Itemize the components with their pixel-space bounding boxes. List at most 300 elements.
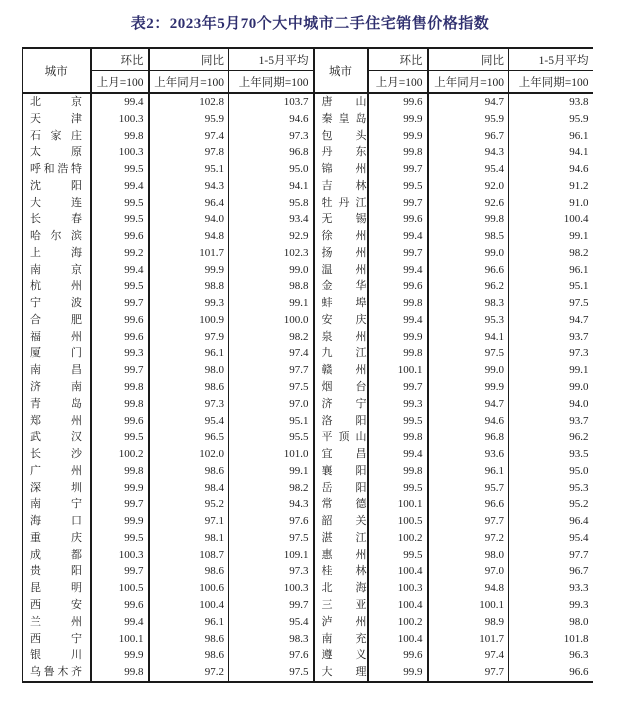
yoy-cell: 101.7 <box>428 631 509 648</box>
mom-cell: 100.3 <box>91 111 149 128</box>
yoy-cell: 98.6 <box>149 647 229 664</box>
mom-cell: 99.8 <box>91 463 149 480</box>
mom-cell: 99.5 <box>91 278 149 295</box>
avg-cell: 97.6 <box>229 513 314 530</box>
yoy-cell: 94.3 <box>428 144 509 161</box>
city-name: 惠 州 <box>321 548 367 561</box>
city-name: 长 沙 <box>30 448 82 461</box>
table-row <box>23 413 593 430</box>
mom-cell: 99.5 <box>91 530 149 547</box>
mom-cell: 99.6 <box>91 597 149 614</box>
avg-cell: 100.0 <box>229 312 314 329</box>
city-cell <box>314 144 368 161</box>
yoy-cell: 94.0 <box>149 211 229 228</box>
table-row <box>23 563 593 580</box>
city-name: 昆 明 <box>30 582 82 595</box>
city-cell <box>314 245 368 262</box>
avg-cell: 97.3 <box>229 128 314 145</box>
city-cell <box>314 631 368 648</box>
yoy-cell: 95.4 <box>149 413 229 430</box>
yoy-cell: 95.7 <box>428 480 509 497</box>
city-name: 蚌 埠 <box>321 297 367 310</box>
avg-cell: 103.7 <box>229 93 314 111</box>
avg-cell: 97.6 <box>229 647 314 664</box>
city-cell <box>314 312 368 329</box>
city-cell <box>23 563 91 580</box>
header-yoy-left: 同比 <box>149 48 229 71</box>
price-index-table <box>22 47 593 683</box>
table-row <box>23 631 593 648</box>
mom-cell: 100.2 <box>368 530 428 547</box>
table-row <box>23 396 593 413</box>
mom-cell: 99.3 <box>368 396 428 413</box>
city-cell <box>23 362 91 379</box>
city-cell <box>23 580 91 597</box>
city-name: 九 江 <box>321 347 367 360</box>
city-name: 平 顶 山 <box>321 431 367 444</box>
city-cell <box>314 195 368 212</box>
city-name: 锦 州 <box>321 163 367 176</box>
yoy-cell: 98.6 <box>149 631 229 648</box>
avg-cell: 99.0 <box>229 262 314 279</box>
city-cell <box>23 631 91 648</box>
city-name: 天 津 <box>30 112 82 125</box>
yoy-cell: 96.1 <box>428 463 509 480</box>
mom-cell: 99.5 <box>91 161 149 178</box>
yoy-cell: 95.2 <box>149 496 229 513</box>
city-name: 哈 尔 滨 <box>30 230 82 243</box>
yoy-cell: 95.1 <box>149 161 229 178</box>
city-name: 赣 州 <box>321 364 367 377</box>
mom-cell: 100.3 <box>368 580 428 597</box>
city-cell <box>23 144 91 161</box>
mom-cell: 99.7 <box>91 496 149 513</box>
mom-cell: 99.5 <box>91 211 149 228</box>
yoy-cell: 96.8 <box>428 429 509 446</box>
yoy-cell: 98.3 <box>428 295 509 312</box>
avg-cell: 95.9 <box>569 112 589 125</box>
avg-cell: 96.6 <box>569 666 589 679</box>
avg-cell: 99.7 <box>229 597 314 614</box>
avg-cell: 95.1 <box>229 413 314 430</box>
yoy-cell: 97.7 <box>428 664 509 682</box>
table-row <box>23 245 593 262</box>
table-row <box>23 580 593 597</box>
mom-cell: 99.6 <box>368 211 428 228</box>
city-name: 上 海 <box>30 246 82 259</box>
yoy-cell: 97.2 <box>428 530 509 547</box>
avg-cell: 97.7 <box>229 362 314 379</box>
city-cell <box>23 93 91 111</box>
yoy-cell: 93.6 <box>428 446 509 463</box>
avg-cell: 95.2 <box>569 498 589 511</box>
city-name: 烟 台 <box>321 381 367 394</box>
yoy-cell: 97.5 <box>428 345 509 362</box>
city-cell <box>314 446 368 463</box>
yoy-cell: 98.9 <box>428 614 509 631</box>
avg-cell: 97.5 <box>229 664 314 682</box>
yoy-cell: 99.0 <box>428 245 509 262</box>
city-cell <box>23 597 91 614</box>
city-name: 厦 门 <box>30 347 82 360</box>
avg-cell: 109.1 <box>229 547 314 564</box>
avg-cell: 96.1 <box>569 129 589 142</box>
avg-cell: 97.7 <box>569 548 589 561</box>
yoy-cell: 98.8 <box>149 278 229 295</box>
avg-cell: 94.1 <box>229 178 314 195</box>
city-cell <box>314 128 368 145</box>
yoy-cell: 98.4 <box>149 480 229 497</box>
city-cell <box>314 228 368 245</box>
city-name: 南 充 <box>321 632 367 645</box>
city-name: 成 都 <box>30 548 82 561</box>
avg-cell: 101.0 <box>229 446 314 463</box>
mom-cell: 99.9 <box>368 128 428 145</box>
city-cell <box>314 563 368 580</box>
mom-cell: 99.5 <box>368 413 428 430</box>
city-cell <box>314 463 368 480</box>
mom-cell: 99.6 <box>368 647 428 664</box>
table-row <box>23 128 593 145</box>
city-name: 杭 州 <box>30 280 82 293</box>
city-cell <box>314 211 368 228</box>
avg-cell: 102.3 <box>229 245 314 262</box>
yoy-cell: 95.4 <box>428 161 509 178</box>
mom-cell: 99.5 <box>91 429 149 446</box>
table-row <box>23 446 593 463</box>
city-name: 襄 阳 <box>321 464 367 477</box>
header-yoy-right: 同比 <box>428 48 509 71</box>
avg-cell: 98.3 <box>229 631 314 648</box>
city-name: 银 川 <box>30 649 82 662</box>
avg-cell: 96.1 <box>569 263 589 276</box>
avg-cell: 98.8 <box>229 278 314 295</box>
header-avg-left: 1-5月平均 <box>229 48 314 71</box>
city-cell <box>314 362 368 379</box>
table-body <box>23 93 593 682</box>
header-avg-base-right: 上年同期=100 <box>509 71 593 94</box>
city-name: 郑 州 <box>30 414 82 427</box>
yoy-cell: 99.3 <box>149 295 229 312</box>
city-name: 洛 阳 <box>321 414 367 427</box>
city-name: 丹 东 <box>321 146 367 159</box>
city-cell <box>23 647 91 664</box>
avg-cell: 96.7 <box>569 565 589 578</box>
avg-cell: 94.6 <box>569 163 589 176</box>
mom-cell: 100.1 <box>368 496 428 513</box>
mom-cell: 99.8 <box>368 429 428 446</box>
city-cell <box>23 329 91 346</box>
avg-cell: 95.0 <box>229 161 314 178</box>
city-name: 牡 丹 江 <box>321 196 367 209</box>
city-name: 贵 阳 <box>30 565 82 578</box>
header-mom-left: 环比 <box>91 48 149 71</box>
yoy-cell: 98.1 <box>149 530 229 547</box>
avg-cell: 99.3 <box>569 598 589 611</box>
avg-cell: 97.3 <box>569 347 589 360</box>
table-row <box>23 178 593 195</box>
avg-cell: 95.1 <box>569 280 589 293</box>
city-cell <box>23 480 91 497</box>
yoy-cell: 94.7 <box>428 396 509 413</box>
avg-cell: 93.7 <box>569 414 589 427</box>
mom-cell: 100.4 <box>368 597 428 614</box>
yoy-cell: 94.6 <box>428 413 509 430</box>
city-cell <box>314 161 368 178</box>
city-name: 金 华 <box>321 280 367 293</box>
city-cell <box>314 647 368 664</box>
avg-cell: 95.4 <box>229 614 314 631</box>
city-cell <box>314 580 368 597</box>
yoy-cell: 92.6 <box>428 195 509 212</box>
mom-cell: 99.2 <box>91 245 149 262</box>
mom-cell: 100.3 <box>91 547 149 564</box>
header-mom-base-right: 上月=100 <box>368 71 428 94</box>
yoy-cell: 98.5 <box>428 228 509 245</box>
table-row <box>23 614 593 631</box>
city-cell <box>23 379 91 396</box>
city-name: 西 安 <box>30 598 82 611</box>
mom-cell: 99.9 <box>368 664 428 682</box>
mom-cell: 99.9 <box>91 647 149 664</box>
city-cell <box>314 513 368 530</box>
mom-cell: 99.8 <box>368 345 428 362</box>
mom-cell: 99.7 <box>368 245 428 262</box>
city-cell <box>314 295 368 312</box>
mom-cell: 99.8 <box>91 128 149 145</box>
yoy-cell: 102.8 <box>149 93 229 111</box>
mom-cell: 99.9 <box>368 111 428 128</box>
avg-cell: 96.2 <box>569 431 589 444</box>
avg-cell: 97.0 <box>229 396 314 413</box>
city-name: 长 春 <box>30 213 82 226</box>
yoy-cell: 95.3 <box>428 312 509 329</box>
city-name: 扬 州 <box>321 246 367 259</box>
city-cell <box>23 128 91 145</box>
mom-cell: 100.5 <box>91 580 149 597</box>
avg-cell: 96.3 <box>569 649 589 662</box>
city-name: 北 京 <box>30 96 82 108</box>
yoy-cell: 96.6 <box>428 262 509 279</box>
avg-cell: 98.2 <box>229 480 314 497</box>
city-cell <box>23 178 91 195</box>
city-name: 包 头 <box>321 129 367 142</box>
city-cell <box>314 93 368 111</box>
mom-cell: 100.1 <box>91 631 149 648</box>
mom-cell: 99.4 <box>368 312 428 329</box>
city-name: 石 家 庄 <box>30 129 82 142</box>
header-avg-base-left: 上年同期=100 <box>229 71 314 94</box>
city-cell <box>23 262 91 279</box>
city-cell <box>23 496 91 513</box>
mom-cell: 99.8 <box>368 295 428 312</box>
avg-cell: 94.7 <box>569 313 589 326</box>
city-name: 武 汉 <box>30 431 82 444</box>
city-cell <box>314 664 368 682</box>
yoy-cell: 97.0 <box>428 563 509 580</box>
city-cell <box>314 111 368 128</box>
city-name: 南 昌 <box>30 364 82 377</box>
city-cell <box>23 245 91 262</box>
yoy-cell: 98.6 <box>149 463 229 480</box>
avg-cell: 98.0 <box>569 615 589 628</box>
yoy-cell: 97.4 <box>149 128 229 145</box>
city-name: 重 庆 <box>30 531 82 544</box>
city-cell <box>23 413 91 430</box>
yoy-cell: 100.9 <box>149 312 229 329</box>
table-row <box>23 496 593 513</box>
avg-cell: 99.0 <box>569 381 589 394</box>
city-name: 青 岛 <box>30 397 82 410</box>
table-row <box>23 345 593 362</box>
city-name: 唐 山 <box>321 96 367 108</box>
page-title: 表2：2023年5月70个大中城市二手住宅销售价格指数 <box>130 16 490 32</box>
mom-cell: 99.6 <box>91 228 149 245</box>
city-name: 三 亚 <box>321 598 367 611</box>
avg-cell: 97.5 <box>229 530 314 547</box>
city-name: 大 连 <box>30 196 82 209</box>
table-row <box>23 429 593 446</box>
city-name: 韶 关 <box>321 515 367 528</box>
mom-cell: 100.4 <box>368 563 428 580</box>
avg-cell: 95.4 <box>569 531 589 544</box>
yoy-cell: 96.1 <box>149 614 229 631</box>
mom-cell: 99.8 <box>91 379 149 396</box>
city-name: 宁 波 <box>30 297 82 310</box>
city-name: 遵 义 <box>321 649 367 662</box>
table-row <box>23 362 593 379</box>
city-name: 湛 江 <box>321 531 367 544</box>
yoy-cell: 94.1 <box>428 329 509 346</box>
avg-cell: 95.8 <box>229 195 314 212</box>
avg-cell: 98.2 <box>569 246 589 259</box>
table-row <box>23 312 593 329</box>
table-header <box>23 48 593 93</box>
yoy-cell: 100.1 <box>428 597 509 614</box>
city-cell <box>23 513 91 530</box>
city-cell <box>314 614 368 631</box>
city-cell <box>314 379 368 396</box>
city-cell <box>314 262 368 279</box>
mom-cell: 100.1 <box>368 362 428 379</box>
mom-cell: 99.6 <box>91 413 149 430</box>
city-name: 海 口 <box>30 515 82 528</box>
city-cell <box>23 228 91 245</box>
city-cell <box>314 178 368 195</box>
yoy-cell: 97.3 <box>149 396 229 413</box>
city-cell <box>314 278 368 295</box>
mom-cell: 99.6 <box>91 329 149 346</box>
avg-cell: 97.5 <box>569 297 589 310</box>
mom-cell: 99.7 <box>368 195 428 212</box>
mom-cell: 99.4 <box>368 446 428 463</box>
mom-cell: 100.4 <box>368 631 428 648</box>
table-row <box>23 480 593 497</box>
city-name: 福 州 <box>30 330 82 343</box>
avg-cell: 99.1 <box>569 364 589 377</box>
mom-cell: 99.7 <box>91 362 149 379</box>
city-cell <box>23 664 91 682</box>
avg-cell: 92.9 <box>229 228 314 245</box>
mom-cell: 99.4 <box>91 614 149 631</box>
yoy-cell: 99.8 <box>428 211 509 228</box>
table-row <box>23 144 593 161</box>
city-cell <box>23 530 91 547</box>
avg-cell: 100.3 <box>229 580 314 597</box>
yoy-cell: 100.6 <box>149 580 229 597</box>
table-row <box>23 664 593 682</box>
avg-cell: 95.0 <box>569 464 589 477</box>
header-avg-right: 1-5月平均 <box>509 48 593 71</box>
mom-cell: 99.4 <box>368 262 428 279</box>
yoy-cell: 95.9 <box>149 111 229 128</box>
yoy-cell: 99.9 <box>428 379 509 396</box>
header-mom-right: 环比 <box>368 48 428 71</box>
mom-cell: 99.7 <box>368 161 428 178</box>
mom-cell: 99.9 <box>368 329 428 346</box>
yoy-cell: 108.7 <box>149 547 229 564</box>
city-name: 北 海 <box>321 582 367 595</box>
city-name: 无 锡 <box>321 213 367 226</box>
yoy-cell: 97.1 <box>149 513 229 530</box>
mom-cell: 99.9 <box>91 513 149 530</box>
city-cell <box>23 195 91 212</box>
mom-cell: 99.6 <box>368 278 428 295</box>
city-cell <box>23 614 91 631</box>
avg-cell: 94.0 <box>569 397 589 410</box>
avg-cell: 96.8 <box>229 144 314 161</box>
table-row <box>23 161 593 178</box>
city-cell <box>314 547 368 564</box>
avg-cell: 93.4 <box>229 211 314 228</box>
city-cell <box>314 496 368 513</box>
yoy-cell: 97.2 <box>149 664 229 682</box>
mom-cell: 100.2 <box>91 446 149 463</box>
table-row <box>23 295 593 312</box>
city-name: 安 庆 <box>321 313 367 326</box>
city-cell <box>23 312 91 329</box>
yoy-cell: 95.9 <box>428 111 509 128</box>
city-name: 大 理 <box>321 666 367 679</box>
city-name: 太 原 <box>30 146 82 159</box>
mom-cell: 99.8 <box>368 144 428 161</box>
mom-cell: 100.5 <box>368 513 428 530</box>
mom-cell: 99.4 <box>91 93 149 111</box>
table-row <box>23 93 593 111</box>
city-cell <box>314 429 368 446</box>
mom-cell: 99.9 <box>91 480 149 497</box>
mom-cell: 99.7 <box>368 379 428 396</box>
city-name: 桂 林 <box>321 565 367 578</box>
avg-cell: 97.5 <box>229 379 314 396</box>
mom-cell: 99.6 <box>91 312 149 329</box>
avg-cell: 93.7 <box>569 330 589 343</box>
table-row <box>23 647 593 664</box>
avg-cell: 100.4 <box>563 213 589 226</box>
yoy-cell: 92.0 <box>428 178 509 195</box>
yoy-cell: 94.7 <box>428 93 509 111</box>
city-name: 广 州 <box>30 464 82 477</box>
city-cell <box>23 295 91 312</box>
city-name: 温 州 <box>321 263 367 276</box>
yoy-cell: 100.4 <box>149 597 229 614</box>
city-name: 常 德 <box>321 498 367 511</box>
yoy-cell: 101.7 <box>149 245 229 262</box>
city-cell <box>314 597 368 614</box>
city-cell <box>314 480 368 497</box>
mom-cell: 99.4 <box>91 178 149 195</box>
table-row <box>23 329 593 346</box>
